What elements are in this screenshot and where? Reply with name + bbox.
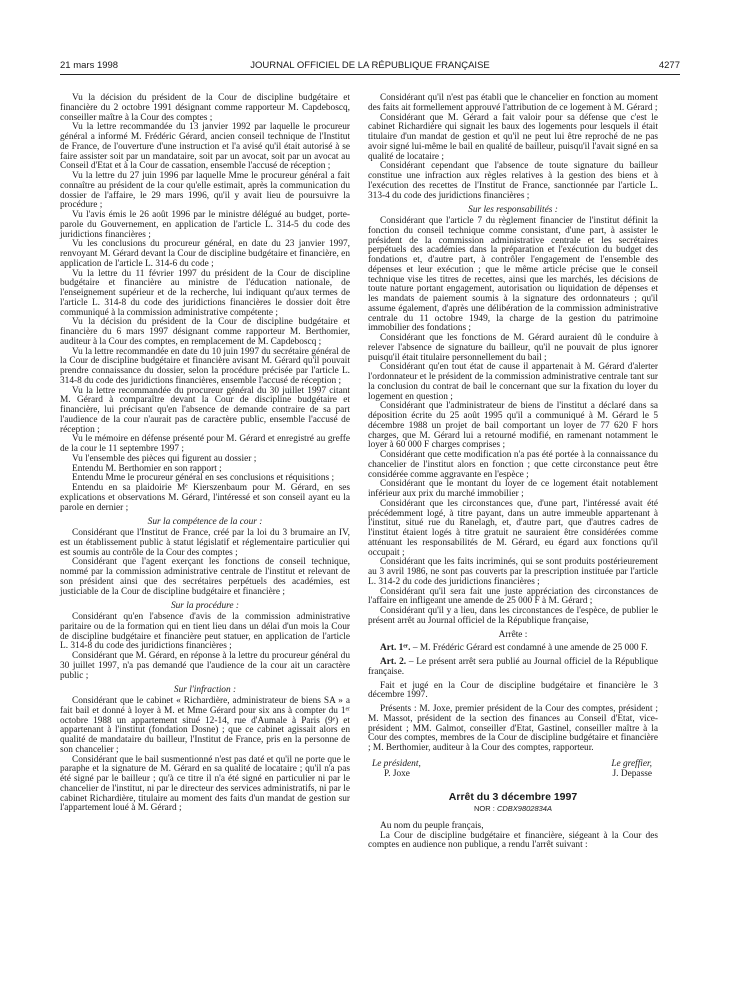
signature-greffier [611,760,652,780]
article-label: Art. 1ᵉʳ. [380,643,411,654]
arrete-label: Arrête : [498,629,528,640]
section-heading-infraction: Sur l'infraction : [173,685,237,696]
journal-title: JOURNAL OFFICIEL DE LA RÉPUBLIQUE FRANÇAISE [250,60,490,71]
paragraph: Considérant que l'administrateur de biens de l'institut a déclaré dans sa déposition écrite du 25 août 1995 qu'il a communiqué à M. Gérard le 5 décembre 1988 un projet de bail comportant un loyer de 77 620 F hors charges, que M. Gérard lui a retourné modifié, en ramenant notamment le loyer à 60 000 F charges comprises ; [368,401,658,451]
paragraph: Considérant qu'il sera fait une juste appréciation des circonstances de l'affaire en infligeant une amende de 25 000 F à M. Gérard ; [368,586,658,607]
paragraph: Considérant qu'il n'est pas établi que le chancelier en fonction au moment des faits ait formellement approuvé l'attribution de ce logement à M. Gérard ; [368,93,658,113]
signature-name: P. Joxe [384,768,410,779]
paragraph: Fait et jugé en la Cour de discipline budgétaire et financière le 3 décembre 1997. [368,680,658,701]
paragraph: Au nom du peuple français, [380,820,484,831]
paragraph: Considérant que l'article 7 du règlement financier de l'institut définit la fonction du conseil technique comme consistant, d'une part, à assister le président de la commission administrative centrale et les secrétaires perpétuels des académies dans la préparation et l'exécution du budget des fondations et, d'autre part, à contrôler l'engagement de l'ensemble des dépenses et leur exécution ; que le même article précise que le conseil technique vise les titres de recettes, ainsi que les marchés, les décisions de toute nature portant engagement, autorisation ou liquidation de dépenses et les mandats de paiement soumis à la signature des ordonnateurs ; qu'il assume également, d'après une délibération de la commission administrative centrale du 11 octobre 1949, la charge de la gestion du patrimoine immobilier des fondations ; [368,216,658,334]
paragraph: Considérant qu'en l'absence d'avis de la commission administrative paritaire ou de la formation qui en tient lieu dans un délai d'un mois la Cour de discipline budgétaire et financière peut statuer, en application de l'article L. 314-8 du code des juridictions financières ; [60,612,350,652]
nor-reference [368,804,658,814]
arret-title: Arrêt du 3 décembre 1997 [448,791,578,804]
header-rule [60,74,680,75]
signature-block [368,760,658,780]
nor-code: CDBX9802834A [496,804,552,813]
paragraph: Considérant que le montant du loyer de ce logement était notablement inférieur aux prix du marché immobilier ; [368,479,658,499]
paragraph: Considérant que le cabinet « Richardière, administrateur de biens SA » a fait bail et donné à loyer à M. et Mme Gérard pour six ans à compter du 1ᵉʳ octobre 1988 un appartement situé 12-14, rue d'Aumale à Paris (9ᵉ) et appartenant à l'institut (fondation Dosne) ; que ce cabinet agissait alors en qualité de mandataire du bailleur, l'Institut de France, pris en la personne de son chancelier ; [60,696,350,755]
paragraph: Considérant qu'en tout état de cause il appartenait à M. Gérard d'alerter l'ordonnateur et le président de la commission administrative centrale tant sur la conclusion du contrat de bail le concernant que sur la fixation du loyer du logement en question ; [368,362,658,402]
paragraph: Considérant que l'Institut de France, créé par la loi du 3 brumaire an IV, est un établissement public à statut législatif et réglementaire particulier qui est soumis au contrôle de la Cour des comptes ; [60,528,350,558]
paragraph: Entendu Mme le procureur général en ses conclusions et réquisitions ; [72,473,335,484]
paragraph: Vu l'avis émis le 26 août 1996 par le ministre délégué au budget, porte-parole du Gouvernement, en application de l'article L. 314-5 du code des juridictions financières ; [60,210,350,240]
paragraph: Vu la lettre recommandée du 13 janvier 1992 par laquelle le procureur général a informé M. Frédéric Gérard, ancien conseil technique de l'Institut de France, de l'ouverture d'une instruction et l'a avisé qu'il était autorisé à se faire assister soit par un mandataire, soit par un avocat, soit par un avocat au Conseil d'Etat et à la Cour de cassation, ensemble l'accusé de réception ; [60,122,350,172]
paragraph: Considérant que l'agent exerçant les fonctions de conseil technique, nommé par la commission administrative centrale de l'institut et relevant de son président ainsi que des secrétaires perpétuels des académies, est justiciable de la Cour de discipline budgétaire et financière ; [60,557,350,597]
paragraph: La Cour de discipline budgétaire et financière, siégeant à la Cour des comptes en audience non publique, a rendu l'arrêt suivant : [368,830,658,851]
article-1 [368,644,658,654]
signature-role: Le greffier, [611,758,652,769]
section-heading-procedure: Sur la procédure : [170,601,240,612]
paragraph: Considérant que M. Gérard a fait valoir pour sa défense que c'est le cabinet Richardière qui signait les baux des logements pour lesquels il était titulaire d'un mandat de gestion et qu'il ne peut lui être reproché de ne pas avoir signé lui-même le bail en qualité de bailleur, puisqu'il l'avait signé en sa qualité de locataire ; [368,112,658,162]
paragraph: Vu la lettre du 11 février 1997 du président de la Cour de discipline budgétaire et financière au ministre de l'éducation nationale, de l'enseignement supérieur et de la recherche, lui indiquant qu'aux termes de l'article L. 314-8 du code des juridictions financières le dossier doit être communiqué à la commission administrative compétente ; [60,268,350,318]
paragraph: Entendu en sa plaidoirie Mᵉ Kierszenbaum pour M. Gérard, en ses explications et observations M. Gérard, l'intéressé et son conseil ayant eu la parole en dernier ; [60,483,350,513]
paragraph: Vu le mémoire en défense présenté pour M. Gérard et enregistré au greffe de la cour le 11 septembre 1997 ; [60,434,350,454]
right-column [368,94,658,851]
paragraph: Considérant qu'il y a lieu, dans les circonstances de l'espèce, de publier le présent arrêt au Journal officiel de la République française, [368,606,658,626]
issue-date: 21 mars 1998 [60,60,119,71]
paragraph: Vu la lettre recommandée en date du 10 juin 1997 du secrétaire général de la Cour de discipline budgétaire et financière avisant M. Gérard qu'il pouvait prendre connaissance du dossier, selon la procédure précisée par l'article L. 314-8 du code des juridictions financières, ensemble l'accusé de réception ; [60,346,350,386]
paragraph: Considérant cependant que l'absence de toute signature du bailleur constitue une infraction aux règles relatives à la gestion des biens et à l'exécution des recettes de l'Institut de France, sanctionnée par l'article L. 313-4 du code des juridictions financières ; [368,161,658,201]
section-heading-competence: Sur la compétence de la cour : [147,517,263,528]
left-column [60,94,350,814]
signature-role: Le président, [372,758,421,769]
paragraph: Considérant que M. Gérard, en réponse à la lettre du procureur général du 30 juillet 1997, n'a pas demandé que l'audience de la cour ait un caractère public ; [60,651,350,681]
article-label: Art. 2. [380,657,407,667]
article-text: – Le présent arrêt sera publié au Journal officiel de la République française. [368,657,658,677]
paragraph: Vu la lettre du 27 juin 1996 par laquelle Mme le procureur général a fait connaître au président de la cour qu'elle estimait, après la communication du dossier de l'affaire, le 29 mars 1996, qu'il y avait lieu de poursuivre la procédure ; [60,171,350,211]
article-2 [368,658,658,678]
paragraph: Vu la lettre recommandée du procureur général du 30 juillet 1997 citant M. Gérard à comparaître devant la Cour de discipline budgétaire et financière, lui précisant qu'en l'absence de demande contraire de sa part l'audience de la cour n'aurait pas de caractère public, ensemble l'accusé de réception ; [60,385,350,435]
signature-name: J. Depasse [612,768,652,779]
paragraph: Vu la décision du président de la Cour de discipline budgétaire et financière du 6 mars 1997 désignant comme rapporteur M. Berthomier, auditeur à la Cour des comptes, en remplacement de M. Capdeboscq ; [60,317,350,347]
article-text: – M. Frédéric Gérard est condamné à une amende de 25 000 F. [410,643,648,654]
paragraph: Entendu M. Berthomier en son rapport ; [72,463,222,474]
signature-president [372,760,421,780]
paragraph: Considérant que le bail susmentionné n'est pas daté et qu'il ne porte que le paraphe et la signature de M. Gérard en sa qualité de locataire ; qu'il n'a pas été signé par le bailleur ; qu'à ce titre il n'a été signé en particulier ni par le chancelier de l'institut, ni par le directeur des services administratifs, ni par le cabinet Richardière, titulaire au moment des faits d'un mandat de gestion sur l'appartement loué à M. Gérard ; [60,754,350,814]
paragraph: Présents : M. Joxe, premier président de la Cour des comptes, président ; M. Massot, président de la section des finances au Conseil d'Etat, vice-président ; MM. Galmot, conseiller d'Etat, Gastinel, conseiller maître à la Cour des comptes, membres de la Cour de discipline budgétaire et financière ; M. Berthomier, auditeur à la Cour des comptes, rapporteur. [368,704,658,753]
paragraph: Vu les conclusions du procureur général, en date du 23 janvier 1997, renvoyant M. Gérard devant la Cour de discipline budgétaire et financière, en application de l'article L. 314-6 du code ; [60,239,350,269]
section-heading-responsabilites: Sur les responsabilités : [468,205,558,216]
paragraph: Considérant que cette modification n'a pas été portée à la connaissance du chancelier de l'institut alors en fonction ; que cette circonstance peut être considérée comme aggravante en l'espèce ; [368,450,658,480]
paragraph: Considérant que les faits incriminés, qui se sont produits postérieurement au 3 avril 1986, ne sont pas couverts par la prescription instituée par l'article L. 314-2 du code des juridictions financières ; [368,557,658,587]
paragraph: Vu l'ensemble des pièces qui figurent au dossier ; [72,453,257,464]
page-number: 4277 [658,60,680,71]
paragraph: Vu la décision du président de la Cour de discipline budgétaire et financière du 2 octobre 1991 désignant comme rapporteur M. Capdeboscq, conseiller maître à la Cour des comptes ; [60,93,350,123]
nor-label: NOR : [474,804,497,813]
paragraph: Considérant que les circonstances que, d'une part, l'intéressé avait été précédemment logé, à titre payant, dans un autre immeuble appartenant à l'institut, situé rue du Ranelagh, et, d'autre part, que d'autres cadres de l'institut étaient logés à titre gratuit ne sauraient être considérées comme atténuant les responsabilités de M. Gérard, eu égard aux fonctions qu'il occupait ; [368,498,658,558]
paragraph: Considérant que les fonctions de M. Gérard auraient dû le conduire à relever l'absence de signature du bailleur, qu'il ne pouvait de plus ignorer puisqu'il était titulaire personnellement du bail ; [368,333,658,363]
